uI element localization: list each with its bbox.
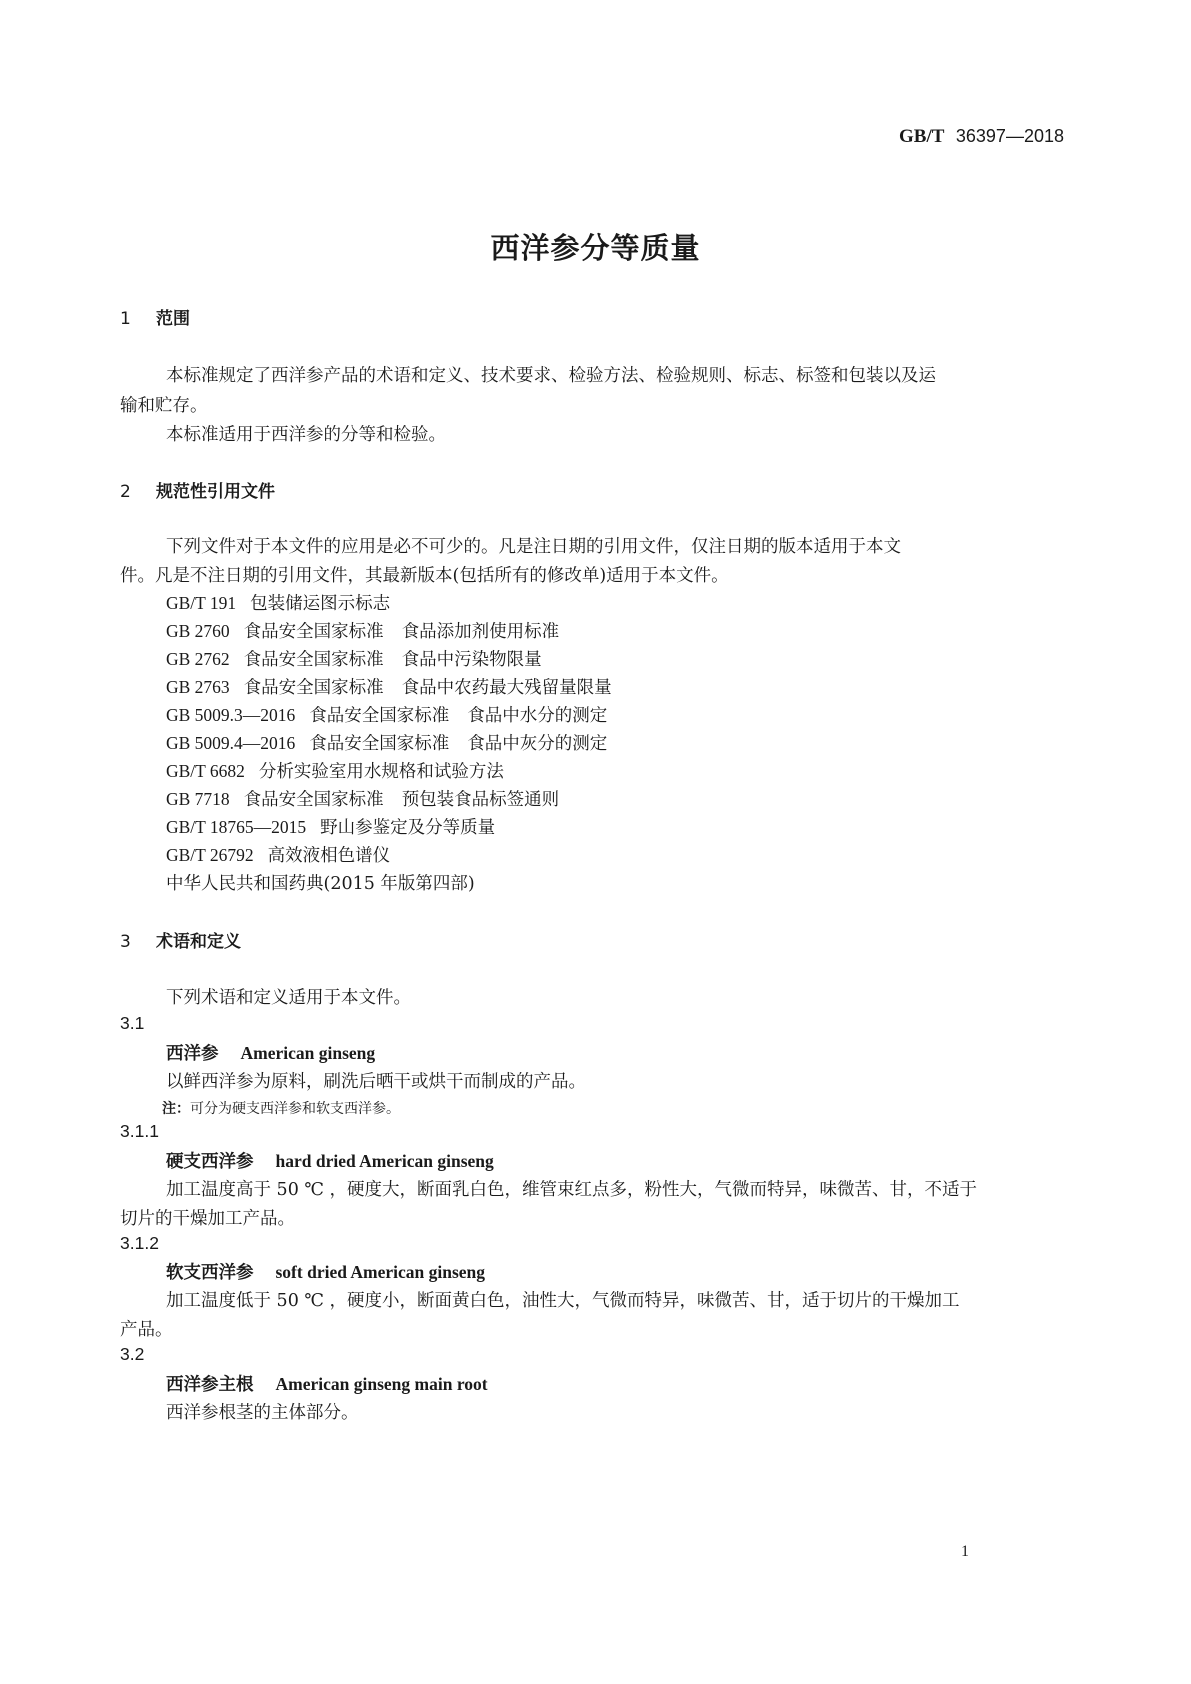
standard-number (899, 126, 1064, 148)
note-label: 注： (162, 1101, 190, 1117)
section-3-heading (120, 927, 241, 952)
reference-code: GB 5009.3—2016 (166, 705, 296, 725)
reference-title: 食品安全国家标准 (309, 734, 450, 754)
reference-code: GB/T 6682 (166, 761, 245, 781)
section-2-heading (120, 477, 275, 502)
term-heading (166, 1371, 488, 1396)
term-zh: 硬支西洋参 (166, 1152, 254, 1172)
term-definition: 加工温度低于 50 ℃ ，硬度小，断面黄白色，油性大，气微而特异，味微苦、甘，适于切片的干燥加工 (166, 1291, 960, 1311)
paragraph: 下列文件对于本文件的应用是必不可少的。凡是注日期的引用文件，仅注日期的版本适用于本文 (166, 537, 901, 557)
term-definition: 西洋参根茎的主体部分。 (166, 1403, 359, 1423)
section-number: 2 (120, 482, 131, 502)
reference-code: GB 2763 (166, 677, 230, 697)
term-heading (166, 1259, 485, 1284)
term-heading (166, 1148, 494, 1173)
reference-title: 食品安全国家标准 (243, 650, 384, 670)
term-en: American ginseng (240, 1043, 376, 1063)
reference-subtitle: 食品中灰分的测定 (467, 734, 608, 754)
term-definition: 加工温度高于 50 ℃ ，硬度大，断面乳白色，维管束红点多，粉性大，气微而特异，味微苦、甘，不适于 (166, 1180, 978, 1200)
term-en: hard dried American ginseng (275, 1151, 494, 1171)
reference-subtitle: 食品中农药最大残留量限量 (401, 678, 612, 698)
term-definition: 以鲜西洋参为原料，刷洗后晒干或烘干而制成的产品。 (166, 1072, 586, 1092)
note-text: 可分为硬支西洋参和软支西洋参。 (190, 1101, 400, 1117)
reference-item (166, 870, 475, 895)
reference-code: GB/T 191 (166, 593, 237, 613)
term-heading (166, 1040, 375, 1065)
term-zh: 西洋参 (166, 1044, 219, 1064)
paragraph-continuation: 件。凡是不注日期的引用文件，其最新版本(包括所有的修改单)适用于本文件。 (120, 566, 729, 586)
term-en: American ginseng main root (275, 1374, 488, 1394)
reference-subtitle: 食品添加剂使用标准 (401, 622, 560, 642)
reference-item (166, 618, 559, 643)
reference-code: GB 2762 (166, 649, 230, 669)
section-title: 规范性引用文件 (156, 482, 275, 502)
reference-subtitle: 食品中水分的测定 (467, 706, 608, 726)
page-number: 1 (961, 1543, 969, 1560)
reference-title: 分析实验室用水规格和试验方法 (258, 762, 504, 782)
standard-code: 36397—2018 (955, 126, 1064, 146)
reference-item (166, 646, 542, 671)
term-zh: 西洋参主根 (166, 1375, 254, 1395)
reference-code: GB/T 26792 (166, 845, 254, 865)
section-number: 1 (120, 309, 131, 329)
reference-item (166, 730, 607, 755)
reference-title: 包装储运图示标志 (250, 594, 391, 614)
term-zh: 软支西洋参 (166, 1263, 254, 1283)
reference-code: GB 7718 (166, 789, 230, 809)
term-definition-continuation: 切片的干燥加工产品。 (120, 1209, 295, 1229)
reference-item (166, 674, 612, 699)
term-note (162, 1098, 400, 1118)
reference-item (166, 758, 504, 783)
section-title: 范围 (156, 309, 190, 329)
term-definition-continuation: 产品。 (120, 1320, 173, 1340)
reference-code: GB 5009.4—2016 (166, 733, 296, 753)
reference-item (166, 814, 495, 839)
reference-title: 食品安全国家标准 (243, 678, 384, 698)
term-en: soft dried American ginseng (275, 1262, 486, 1282)
section-number: 3 (120, 932, 131, 952)
section-1-heading (120, 304, 190, 329)
term-number: 3.1.1 (120, 1121, 159, 1141)
document-title: 西洋参分等质量 (490, 231, 701, 265)
reference-item (166, 786, 559, 811)
paragraph-continuation: 输和贮存。 (120, 396, 208, 416)
reference-item (166, 702, 607, 727)
reference-title: 食品安全国家标准 (309, 706, 450, 726)
reference-item (166, 590, 390, 615)
reference-title: 中华人民共和国药典(2015 年版第四部) (166, 874, 475, 894)
reference-item (166, 842, 390, 867)
reference-subtitle: 预包装食品标签通则 (401, 790, 560, 810)
reference-code: GB 2760 (166, 621, 230, 641)
term-number: 3.1 (120, 1013, 145, 1033)
section-title: 术语和定义 (156, 932, 241, 952)
paragraph: 本标准规定了西洋参产品的术语和定义、技术要求、检验方法、检验规则、标志、标签和包装以及运 (166, 366, 936, 386)
reference-title: 高效液相色谱仪 (267, 846, 391, 866)
standard-prefix: GB/T (899, 126, 945, 147)
term-number: 3.2 (120, 1344, 145, 1364)
paragraph: 下列术语和定义适用于本文件。 (166, 988, 411, 1008)
paragraph: 本标准适用于西洋参的分等和检验。 (166, 425, 446, 445)
reference-title: 食品安全国家标准 (243, 790, 384, 810)
reference-subtitle: 食品中污染物限量 (401, 650, 542, 670)
reference-code: GB/T 18765—2015 (166, 817, 307, 837)
reference-title: 野山参鉴定及分等质量 (320, 818, 496, 838)
term-number: 3.1.2 (120, 1233, 159, 1253)
reference-title: 食品安全国家标准 (243, 622, 384, 642)
